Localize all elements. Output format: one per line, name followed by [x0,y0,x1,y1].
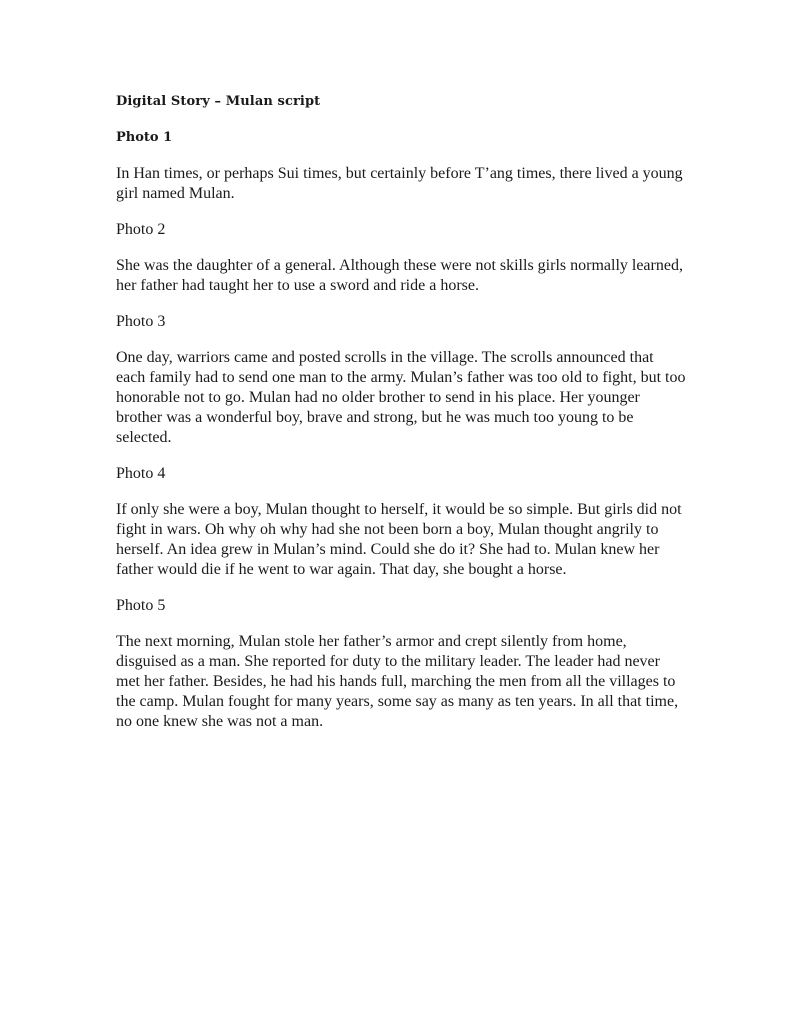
photo-4-paragraph: If only she were a boy, Mulan thought to herself, it would be so simple. But girls did not fight in wars. Oh why oh why had she not been born a boy, Mulan thought angrily to herself. An idea grew in Mulan’s mind. Could she do it? She had to. Mulan knew her father would die if he went to war again. That day, she bought a horse. [116,501,682,578]
photo-3-label: Photo 3 [116,313,166,330]
photo-2-paragraph: She was the daughter of a general. Although these were not skills girls normally learned, her father had taught her to use a sword and ride a horse. [116,257,683,294]
photo-4-label: Photo 4 [116,465,166,482]
photo-3-paragraph: One day, warriors came and posted scrolls in the village. The scrolls announced that each family had to send one man to the army. Mulan’s father was too old to fight, but too honorable not to go. Mulan had no older brother to send in his place. Her younger brother was a wonderful boy, brave and strong, but he was much too young to be selected. [116,349,686,446]
document-title: Digital Story – Mulan script [116,94,321,109]
photo-1-label: Photo 1 [116,130,173,145]
photo-2-label: Photo 2 [116,221,166,238]
document-page [116,92,686,748]
photo-1-paragraph: In Han times, or perhaps Sui times, but certainly before T’ang times, there lived a young girl named Mulan. [116,165,683,202]
photo-5-paragraph: The next morning, Mulan stole her father’s armor and crept silently from home, disguised as a man. She reported for duty to the military leader. The leader had never met her father. Besides, he had his hands full, marching the men from all the villages to the camp. Mulan fought for many years, some say as many as ten years. In all that time, no one knew she was not a man. [116,633,679,730]
photo-5-label: Photo 5 [116,597,166,614]
